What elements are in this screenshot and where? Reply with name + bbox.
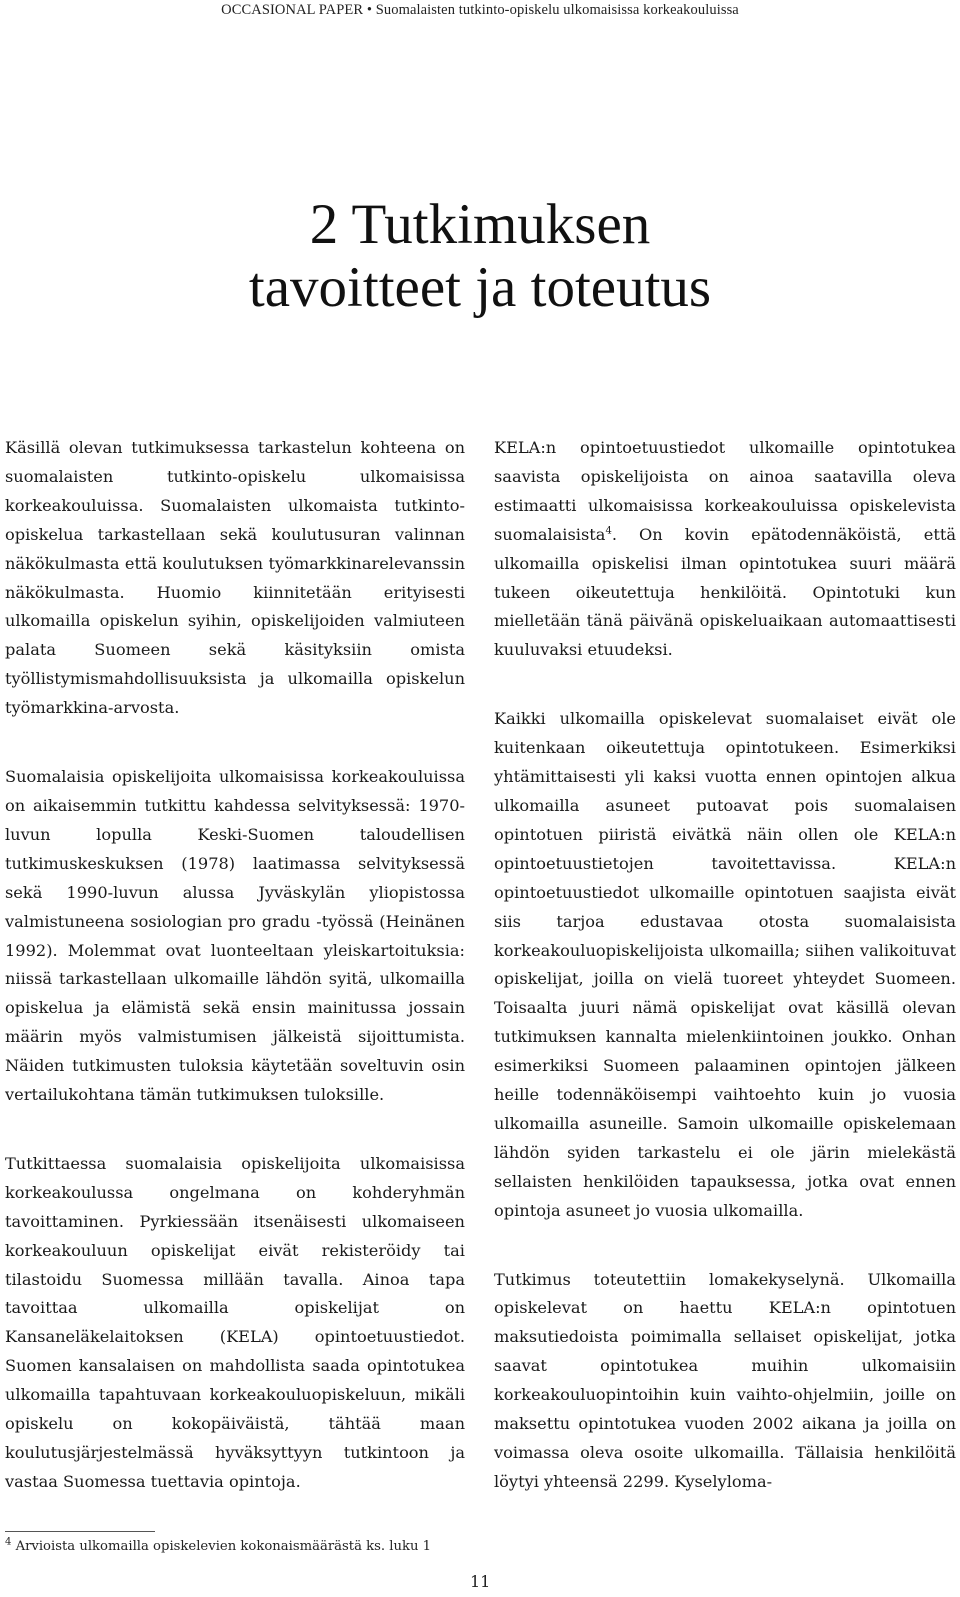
footnote-divider [5,1531,155,1532]
body-paragraph: Tutkimus toteutettiin lomakekyselynä. Ulkomailla opiskelevat on haettu KELA:n opintotuen maksutiedoista poimimalla sellaiset opiskelijat, jotka saavat opintotukea muihin ulkomaisiin korkeakouluopintoihin kuin vaihto-ohjelmiin, joille on maksettu opintotukea vuoden 2002 aikana ja joilla on voimassa oleva osoite ulkomailla. Tällaisia henkilöitä löytyi yhteensä 2299. Kyselyloma- [494,1269,956,1491]
body-paragraph: Käsillä olevan tutkimuksessa tarkastelun kohteena on suomalaisten tutkinto-opiskelu ulkomaisissa korkeakouluissa. Suomalaisten ulkomaista tutkinto-opiskelua tarkastellaan sekä koulutusuran valinnan näkökulmasta että koulutuksen työmarkkinarelevanssin näkökulmasta. Huomio kiinnitetään erityisesti ulkomailla opiskelun syihin, opiskelijoiden valmiuteen palata Suomeen sekä käsityksiin omista työllistymismahdollisuuksista ja ulkomailla opiskelun työmarkkina-arvosta. [5,438,465,718]
body-paragraph: Kaikki ulkomailla opiskelevat suomalaiset eivät ole kuitenkaan oikeutettuja opintotukeen. Esimerkiksi yhtämittaisesti yli kaksi vuotta ennen opintojen alkua ulkomailla asuneet putoavat pois suomalaisen opintotuen piiristä eivätkä näin ollen ole KELA:n opintoetuustietojen tavoitettavissa. KELA:n opintoetuustiedot ulkomaille opintotuen saajista eivät siis tarjoa edustavaa otosta suomalaisista korkeakouluopiskelijoista ulkomailla; siihen valikoituvat opiskelijat, joilla on vielä tuoreet yhteydet Suomeen. Toisaalta juuri nämä opiskelijat ovat käsillä olevan tutkimuksen kannalta mielenkiintoinen joukko. Onhan esimerkiksi Suomeen palaaminen opintojen jälkeen heille todennäköisempi vaihtoehto kuin jo vuosia ulkomailla asuneille. Samoin ulkomaille opiskelemaan lähdön syiden tarkastelu ei ole järin mielekästä sellaisten henkilöiden tapauksessa, jotka ovat ennen opintoja asuneet jo vuosia ulkomailla. [494,709,956,1220]
body-paragraph: Tutkittaessa suomalaisia opiskelijoita ulkomaisissa korkeakoulussa ongelmana on kohderyhmän tavoittaminen. Pyrkiessään itsenäisesti ulkomaiseen korkeakouluun opiskelijat eivät rekisteröidy tai tilastoidu Suomessa millään tavalla. Ainoa tapa tavoittaa ulkomailla opiskelijat on Kansaneläkelaitoksen (KELA) opintoetuustiedot. Suomen kansalaisen on mahdollista saada opintotukea ulkomailla tapahtuvaan korkeakouluopiskeluun, mikäli opiskelu on kokopäiväistä, tähtää maan koulutusjärjestelmässä hyväksyttyyn tutkintoon ja vastaa Suomessa tuettavia opintoja. [5,1153,465,1491]
chapter-title-line-2: tavoitteet ja toteutus [248,256,712,319]
body-paragraph [494,434,956,665]
chapter-title-line-1: 2 Tutkimuksen [309,193,651,256]
left-column [5,434,465,1497]
footnote [5,1538,431,1556]
paragraph-text: KELA:n opintoetuustiedot ulkomaille opintotukea saavista opiskelijoista on ainoa saatavilla oleva estimaatti ulkomaisissa korkeakouluissa opiskelevista suomalaisista [494,438,956,544]
page-number: 11 [470,1572,491,1591]
footnote-text: Arvioista ulkomailla opiskelevien kokonaismäärästä ks. luku 1 [11,1539,432,1554]
footnote-marker: 4 [5,1536,12,1548]
body-paragraph: Suomalaisia opiskelijoita ulkomaisissa korkeakouluissa on aikaisemmin tutkittu kahdessa selvityksessä: 1970-luvun lopulla Keski-Suomen taloudellisen tutkimuskeskuksen (1978) laatimassa selvityksessä sekä 1990-luvun alussa Jyväskylän yliopistossa valmistuneena sosiologian pro gradu -työssä (Heinänen 1992). Molemmat ovat luonteeltaan yleiskartoituksia: niissä tarkastellaan ulkomaille lähdön syitä, ulkomailla opiskelua ja elämistä sekä ensin mainitussa jossain määrin myös valmistumisen jälkeistä sijoittumista. Näiden tutkimusten tuloksia käytetään soveltuvin osin vertailukohtana tämän tutkimuksen tuloksille. [5,767,465,1105]
chapter-title [0,193,960,319]
running-header: OCCASIONAL PAPER • Suomalaisten tutkinto-opiskelu ulkomaisissa korkeakouluissa [221,2,739,18]
paragraph-text: . On kovin epätodennäköistä, että ulkomailla opiskelisi ilman opintotukea suuri määrä tukeen oikeutettuja henkilöitä. Opintotuki kun mielletään tänä päivänä opiskeluaikaan automaattisesti kuuluvaksi etuudeksi. [494,524,956,660]
footnote-reference[interactable]: 4 [605,525,612,537]
right-column [494,434,956,1497]
